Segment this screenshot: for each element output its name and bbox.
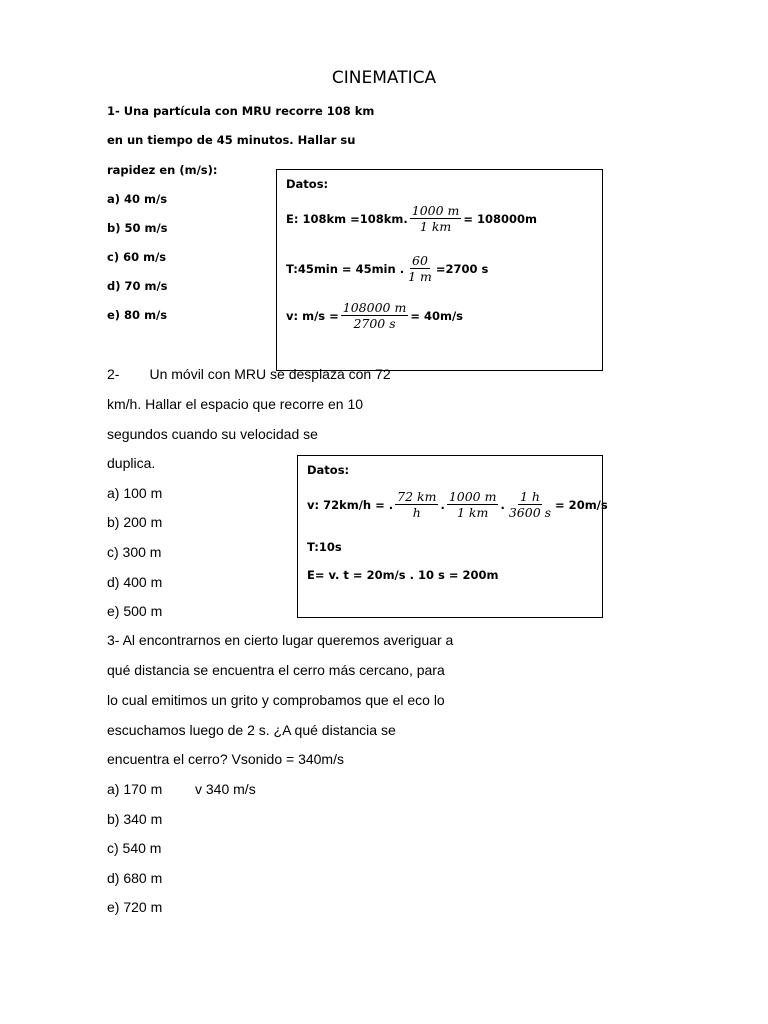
fraction-denominator: 2700 s [353,316,396,331]
problem3-text-line: qué distancia se encuentra el cerro más cercano, para [107,662,445,678]
fraction-denominator: 1 m [408,269,432,284]
time-line: T:10s [307,540,342,554]
problem2-text-line: segundos cuando su velocidad se [107,426,318,442]
problem3-option: a) 170 m [107,781,163,797]
distance-line: E= v. t = 20m/s . 10 s = 200m [307,568,499,582]
velocity-conversion: v: 72km/h = . $\frac{72 km}{h}$ . $\frac{1000 m}{1 km}$ . $\frac{1 h}{3600 s}$ = 20m/s [307,489,608,520]
problem2-option: c) 300 m [107,544,162,560]
fraction [447,489,499,520]
problem3-text-line: lo cual emitimos un grito y comprobamos que el eco lo [107,692,445,708]
fraction-denominator: 1 km [419,219,452,234]
problem2-data-box [297,455,608,618]
fraction-numerator: 1000 m [411,203,460,218]
problem2-option: b) 200 m [107,514,163,530]
fraction-denominator: 1 km [456,505,489,520]
formula-text: T:45min = 45min . [286,261,405,276]
fraction-denominator: h [412,505,421,520]
fraction-denominator: 3600 s [508,505,552,520]
box-header: Datos: [286,177,329,191]
formula-result: =2700 s [435,261,489,276]
problem1-text-line: rapidez en (m/s): [107,163,218,177]
problem2-option: a) 100 m [107,485,163,501]
fraction [395,489,438,520]
problem1-option: e) 80 m/s [107,308,168,322]
problem3-option: c) 540 m [107,840,162,856]
fraction [507,489,553,520]
problem1-option: c) 60 m/s [107,250,167,264]
formula-text: E: 108km =108km. [286,211,408,226]
problem2-text-line [107,366,391,382]
problem2-first-line: Un móvil con MRU se desplaza con 72 [149,366,391,382]
problem3-text-line: escuchamos luego de 2 s. ¿A qué distancia se [107,722,396,738]
fraction [410,203,462,234]
problem3-option: e) 720 m [107,899,163,915]
problem1-text-line: 1- Una partícula con MRU recorre 108 km [107,104,375,118]
fraction [406,253,434,284]
fraction-numerator: 60 [412,253,428,268]
fraction [341,300,409,331]
fraction-numerator: 1 h [519,489,540,504]
problem2-text-line: km/h. Hallar el espacio que recorre en 10 [107,396,364,412]
page-title: CINEMATICA [331,68,437,88]
fraction-numerator: 1000 m [448,489,497,504]
fraction-numerator: 108000 m [342,300,407,315]
problem3-text-line: 3- Al encontrarnos en cierto lugar queremos averiguar a [107,632,454,648]
problem1-option: d) 70 m/s [107,279,168,293]
box-header: Datos: [307,463,350,477]
formula-text: v: 72km/h = . [307,497,394,512]
problem2-option: d) 400 m [107,574,163,590]
problem3-text-line: encuentra el cerro? Vsonido = 340m/s [107,751,344,767]
problem1-text-line: en un tiempo de 45 minutos. Hallar su [107,133,356,147]
formula-result: = 108000m [463,211,538,226]
formula-result: = 40m/s [410,308,463,323]
problem1-option: a) 40 m/s [107,192,168,206]
problem1-data-box [276,169,603,371]
problem3-option: b) 340 m [107,811,163,827]
problem2-text-line: duplica. [107,455,156,471]
problem1-option: b) 50 m/s [107,221,168,235]
formula-result: = 20m/s [555,497,608,512]
formula-text: v: m/s = [286,308,339,323]
velocity-calculation [286,300,463,331]
problem2-option: e) 500 m [107,603,163,619]
problem3-note: v 340 m/s [195,781,256,797]
time-conversion [286,253,488,284]
distance-conversion [286,203,537,234]
fraction-numerator: 72 km [397,489,437,504]
problem3-option: d) 680 m [107,870,163,886]
problem2-number: 2- [107,366,120,382]
